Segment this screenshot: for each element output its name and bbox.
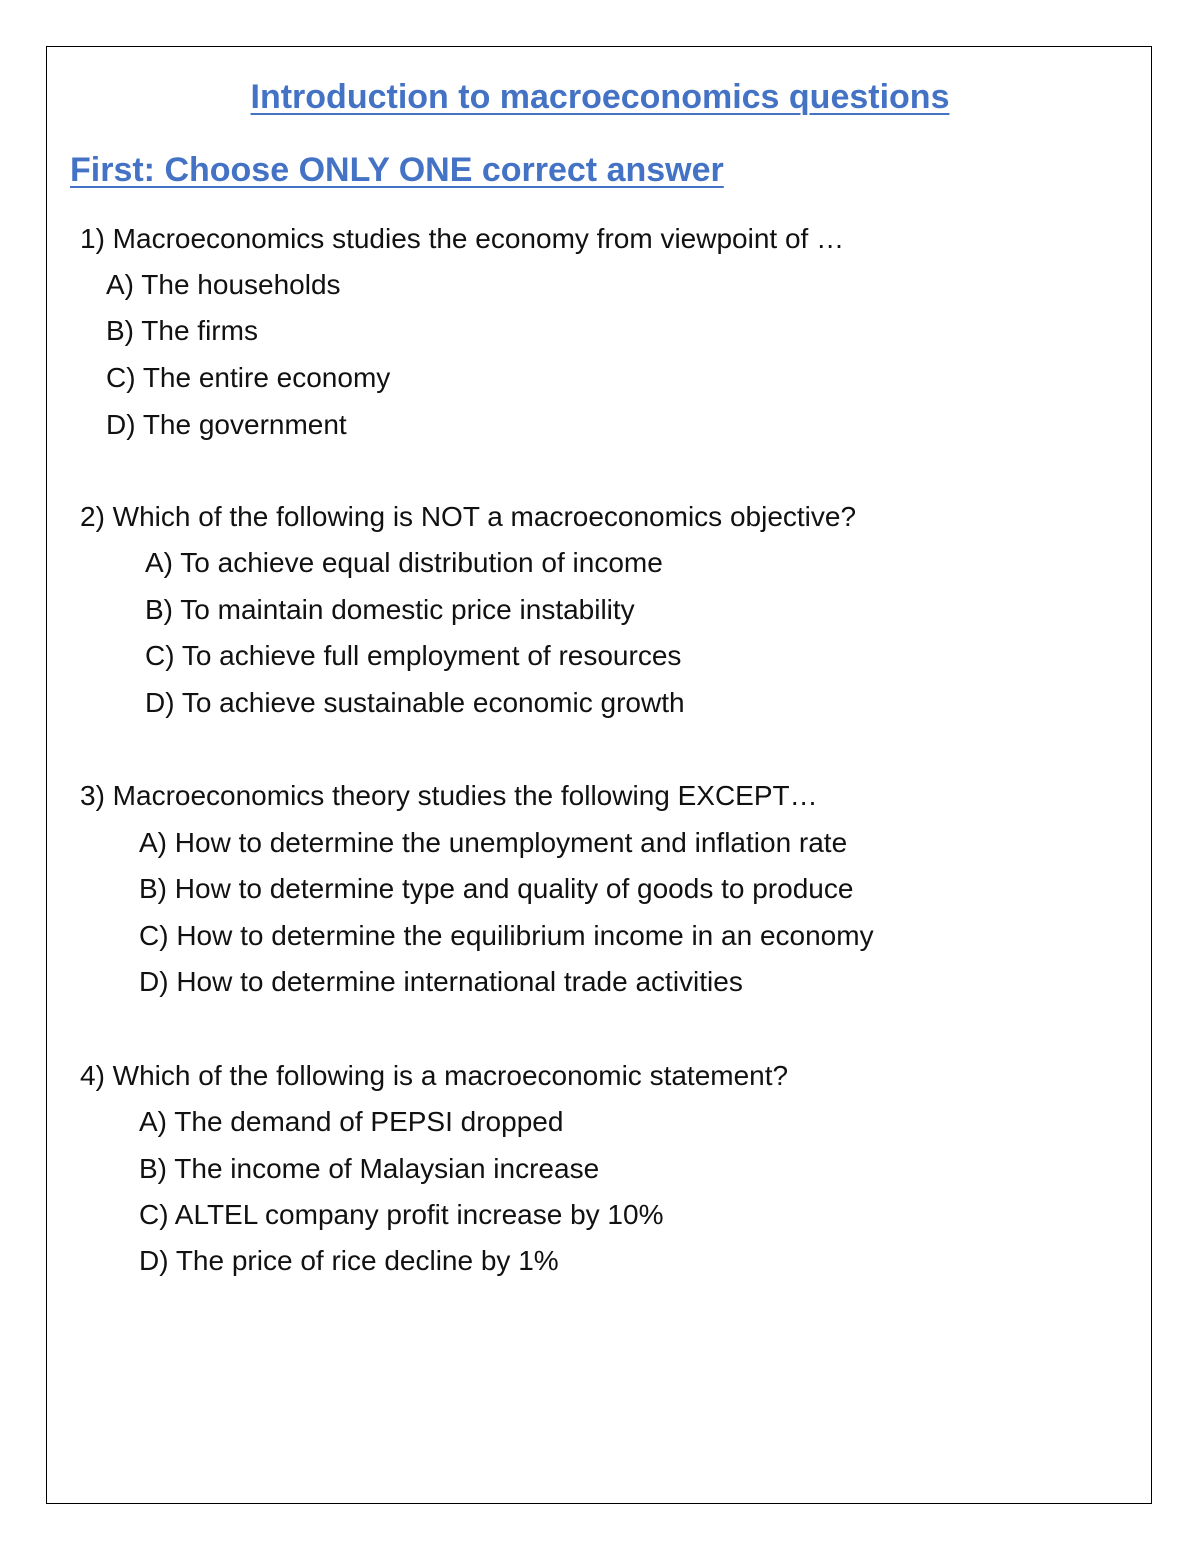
- question-3-option-d[interactable]: D) How to determine international trade activities: [139, 966, 743, 997]
- question-4-option-c[interactable]: C) ALTEL company profit increase by 10%: [139, 1199, 664, 1230]
- question-4-option-d[interactable]: D) The price of rice decline by 1%: [139, 1245, 559, 1276]
- page-border: [46, 46, 1152, 1504]
- question-3-option-b[interactable]: B) How to determine type and quality of goods to produce: [139, 873, 854, 904]
- question-4-text: 4) Which of the following is a macroeconomic statement?: [80, 1060, 789, 1091]
- document-title: Introduction to macroeconomics questions: [250, 78, 950, 116]
- question-2-option-b[interactable]: B) To maintain domestic price instability: [145, 594, 635, 625]
- question-1-option-b[interactable]: B) The firms: [106, 315, 258, 346]
- section-heading: First: Choose ONLY ONE correct answer: [70, 151, 724, 189]
- question-2-option-d[interactable]: D) To achieve sustainable economic growth: [145, 687, 685, 718]
- question-1-text: 1) Macroeconomics studies the economy from viewpoint of …: [80, 223, 845, 254]
- question-2-text: 2) Which of the following is NOT a macroeconomics objective?: [80, 501, 857, 532]
- question-4-option-a[interactable]: A) The demand of PEPSI dropped: [139, 1106, 564, 1137]
- question-3-text: 3) Macroeconomics theory studies the following EXCEPT…: [80, 780, 818, 811]
- question-2-option-c[interactable]: C) To achieve full employment of resources: [145, 640, 682, 671]
- question-1-option-c[interactable]: C) The entire economy: [106, 362, 391, 393]
- question-1-option-a[interactable]: A) The households: [106, 269, 341, 300]
- question-1-option-d[interactable]: D) The government: [106, 409, 347, 440]
- question-3-option-a[interactable]: A) How to determine the unemployment and inflation rate: [139, 827, 848, 858]
- question-2-option-a[interactable]: A) To achieve equal distribution of income: [145, 547, 663, 578]
- question-3-option-c[interactable]: C) How to determine the equilibrium income in an economy: [139, 920, 874, 951]
- question-4-option-b[interactable]: B) The income of Malaysian increase: [139, 1153, 600, 1184]
